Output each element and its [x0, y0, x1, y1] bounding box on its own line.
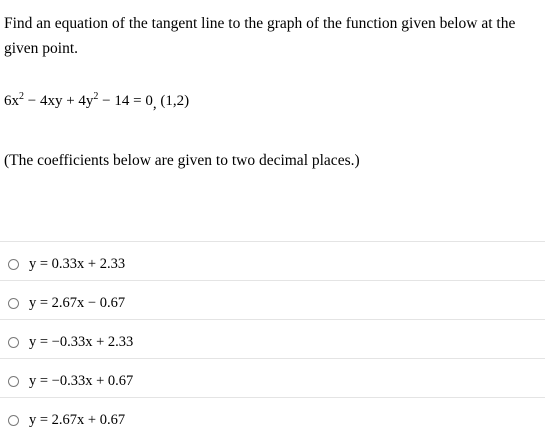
- answer-choice-4[interactable]: [0, 358, 545, 397]
- equation-separator: ,: [152, 96, 157, 112]
- radio-button-icon[interactable]: [8, 415, 19, 426]
- answer-choice-1[interactable]: [0, 241, 545, 280]
- question-text: Find an equation of the tangent line to the graph of the function given below at the given point.: [4, 15, 516, 57]
- radio-button-icon[interactable]: [8, 337, 19, 348]
- equation-term-3: − 14 = 0: [98, 93, 153, 109]
- equation-term-1: 6x: [4, 93, 19, 109]
- equation-exponent-2: 2: [93, 91, 99, 102]
- answer-choice-label[interactable]: y = −0.33x + 2.33: [29, 334, 134, 350]
- answer-choice-3[interactable]: [0, 319, 545, 358]
- answer-choice-label[interactable]: y = 2.67x − 0.67: [29, 295, 126, 311]
- answer-choice-label[interactable]: y = −0.33x + 0.67: [29, 373, 134, 389]
- answer-choices: [0, 241, 545, 436]
- equation-point: (1,2): [156, 93, 190, 109]
- answer-choice-2[interactable]: [0, 280, 545, 319]
- radio-button-icon[interactable]: [8, 259, 19, 270]
- radio-button-icon[interactable]: [8, 298, 19, 309]
- answer-choice-label[interactable]: y = 2.67x + 0.67: [29, 412, 126, 428]
- radio-button-icon[interactable]: [8, 376, 19, 387]
- answer-choice-label[interactable]: y = 0.33x + 2.33: [29, 256, 126, 272]
- equation-exponent-1: 2: [19, 91, 24, 102]
- equation: [4, 91, 189, 111]
- equation-term-2: − 4xy + 4y: [24, 93, 94, 109]
- coefficients-note: (The coefficients below are given to two decimal places.): [4, 152, 360, 169]
- answer-choice-5[interactable]: [0, 397, 545, 436]
